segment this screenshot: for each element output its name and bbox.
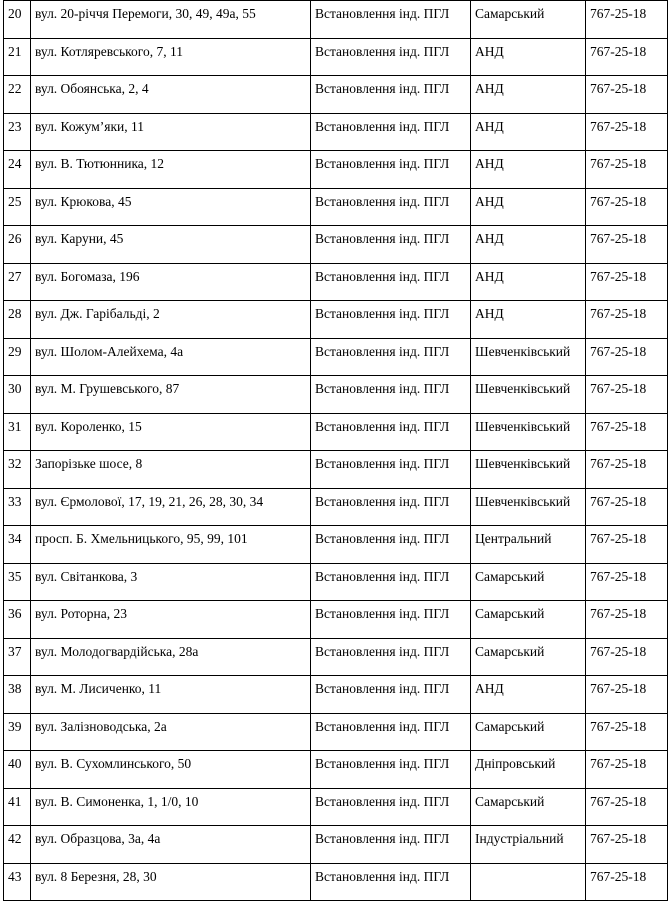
address-cell bbox=[31, 188, 311, 226]
district-cell-text: АНД bbox=[475, 81, 504, 96]
district-cell bbox=[471, 226, 586, 264]
district-cell-text: Шевченківський bbox=[475, 493, 571, 509]
row-number-cell-text: 37 bbox=[8, 643, 22, 659]
phone-cell-text: 767-25-18 bbox=[590, 643, 647, 659]
address-cell bbox=[31, 1, 311, 39]
phone-cell-text: 767-25-18 bbox=[590, 531, 647, 546]
table-row bbox=[4, 676, 668, 714]
row-number-cell bbox=[4, 526, 31, 564]
table-row bbox=[4, 338, 668, 376]
address-cell bbox=[31, 526, 311, 564]
table-row bbox=[4, 413, 668, 451]
phone-cell bbox=[586, 263, 668, 301]
district-cell-text: АНД bbox=[475, 193, 504, 209]
row-number-cell bbox=[4, 301, 31, 339]
district-cell-text: Шевченківський bbox=[475, 418, 571, 434]
work-type-cell-text: Встановлення інд. ПГЛ bbox=[315, 118, 450, 134]
address-table bbox=[3, 0, 668, 901]
work-type-cell bbox=[311, 713, 471, 751]
work-type-cell bbox=[311, 376, 471, 414]
district-cell bbox=[471, 526, 586, 564]
row-number-cell-text: 30 bbox=[8, 381, 22, 396]
phone-cell bbox=[586, 713, 668, 751]
phone-cell bbox=[586, 788, 668, 826]
row-number-cell-text: 32 bbox=[8, 456, 22, 471]
row-number-cell-text: 23 bbox=[8, 118, 22, 134]
address-cell bbox=[31, 151, 311, 189]
address-cell bbox=[31, 338, 311, 376]
district-cell bbox=[471, 413, 586, 451]
table-row bbox=[4, 751, 668, 789]
work-type-cell-text: Встановлення інд. ПГЛ bbox=[315, 568, 450, 584]
work-type-cell-text: Встановлення інд. ПГЛ bbox=[315, 643, 450, 659]
address-cell-text: вул. Крюкова, 45 bbox=[35, 193, 132, 209]
phone-cell bbox=[586, 863, 668, 901]
address-cell bbox=[31, 488, 311, 526]
row-number-cell bbox=[4, 751, 31, 789]
district-cell bbox=[471, 488, 586, 526]
row-number-cell-text: 24 bbox=[8, 156, 22, 171]
table-row bbox=[4, 151, 668, 189]
phone-cell bbox=[586, 451, 668, 489]
table-row bbox=[4, 788, 668, 826]
phone-cell bbox=[586, 526, 668, 564]
work-type-cell-text: Встановлення інд. ПГЛ bbox=[315, 268, 450, 284]
row-number-cell-text: 33 bbox=[8, 493, 22, 509]
district-cell-text: Самарський bbox=[475, 793, 545, 809]
address-cell-text: вул. Обоянська, 2, 4 bbox=[35, 81, 149, 96]
work-type-cell bbox=[311, 113, 471, 151]
address-cell-text: вул. Короленко, 15 bbox=[35, 418, 142, 434]
phone-cell-text: 767-25-18 bbox=[590, 81, 647, 96]
row-number-cell bbox=[4, 676, 31, 714]
district-cell-text: Самарський bbox=[475, 568, 545, 584]
address-cell bbox=[31, 638, 311, 676]
phone-cell-text: 767-25-18 bbox=[590, 268, 647, 284]
address-cell-text: вул. Світанкова, 3 bbox=[35, 568, 138, 584]
table-row bbox=[4, 376, 668, 414]
table-row bbox=[4, 563, 668, 601]
row-number-cell bbox=[4, 76, 31, 114]
table-row bbox=[4, 38, 668, 76]
district-cell bbox=[471, 76, 586, 114]
district-cell bbox=[471, 563, 586, 601]
address-cell bbox=[31, 263, 311, 301]
district-cell-text: АНД bbox=[475, 156, 504, 171]
phone-cell bbox=[586, 188, 668, 226]
address-cell-text: вул. Котляревського, 7, 11 bbox=[35, 43, 183, 59]
district-cell-text: АНД bbox=[475, 43, 504, 59]
work-type-cell bbox=[311, 263, 471, 301]
work-type-cell bbox=[311, 413, 471, 451]
phone-cell bbox=[586, 1, 668, 39]
district-cell-text: Самарський bbox=[475, 606, 545, 621]
address-cell bbox=[31, 751, 311, 789]
district-cell bbox=[471, 263, 586, 301]
address-cell-text: вул. 8 Березня, 28, 30 bbox=[35, 868, 157, 884]
table-row bbox=[4, 638, 668, 676]
work-type-cell-text: Встановлення інд. ПГЛ bbox=[315, 43, 450, 59]
address-cell-text: Запорізьке шосе, 8 bbox=[35, 456, 143, 471]
phone-cell bbox=[586, 338, 668, 376]
row-number-cell bbox=[4, 713, 31, 751]
row-number-cell bbox=[4, 151, 31, 189]
table-body bbox=[4, 1, 668, 901]
phone-cell-text: 767-25-18 bbox=[590, 381, 647, 396]
row-number-cell bbox=[4, 338, 31, 376]
address-cell-text: просп. Б. Хмельницького, 95, 99, 101 bbox=[35, 531, 248, 546]
phone-cell bbox=[586, 751, 668, 789]
work-type-cell-text: Встановлення інд. ПГЛ bbox=[315, 306, 450, 321]
district-cell-text: Самарський bbox=[475, 643, 545, 659]
work-type-cell-text: Встановлення інд. ПГЛ bbox=[315, 6, 450, 21]
work-type-cell bbox=[311, 76, 471, 114]
row-number-cell bbox=[4, 601, 31, 639]
district-cell-text: Самарський bbox=[475, 718, 545, 734]
work-type-cell-text: Встановлення інд. ПГЛ bbox=[315, 756, 450, 771]
work-type-cell bbox=[311, 38, 471, 76]
district-cell-text: Шевченківський bbox=[475, 381, 571, 396]
row-number-cell bbox=[4, 788, 31, 826]
work-type-cell-text: Встановлення інд. ПГЛ bbox=[315, 381, 450, 396]
district-cell bbox=[471, 1, 586, 39]
phone-cell-text: 767-25-18 bbox=[590, 306, 647, 321]
district-cell bbox=[471, 151, 586, 189]
phone-cell bbox=[586, 601, 668, 639]
row-number-cell-text: 36 bbox=[8, 606, 22, 621]
row-number-cell bbox=[4, 376, 31, 414]
address-cell bbox=[31, 38, 311, 76]
row-number-cell-text: 21 bbox=[8, 43, 22, 59]
work-type-cell bbox=[311, 676, 471, 714]
table-row bbox=[4, 301, 668, 339]
row-number-cell-text: 25 bbox=[8, 193, 22, 209]
row-number-cell-text: 41 bbox=[8, 793, 22, 809]
phone-cell-text: 767-25-18 bbox=[590, 568, 647, 584]
district-cell bbox=[471, 676, 586, 714]
work-type-cell bbox=[311, 151, 471, 189]
district-cell bbox=[471, 38, 586, 76]
address-cell-text: вул. Богомаза, 196 bbox=[35, 268, 140, 284]
row-number-cell-text: 20 bbox=[8, 6, 22, 21]
address-cell bbox=[31, 713, 311, 751]
address-cell bbox=[31, 788, 311, 826]
work-type-cell-text: Встановлення інд. ПГЛ bbox=[315, 793, 450, 809]
work-type-cell-text: Встановлення інд. ПГЛ bbox=[315, 493, 450, 509]
phone-cell bbox=[586, 151, 668, 189]
address-cell bbox=[31, 376, 311, 414]
address-cell bbox=[31, 451, 311, 489]
work-type-cell bbox=[311, 563, 471, 601]
district-cell bbox=[471, 301, 586, 339]
row-number-cell bbox=[4, 563, 31, 601]
address-cell-text: вул. В. Тютюнника, 12 bbox=[35, 156, 165, 171]
table-row bbox=[4, 113, 668, 151]
address-cell-text: вул. В. Симоненка, 1, 1/0, 10 bbox=[35, 793, 199, 809]
table-row bbox=[4, 601, 668, 639]
work-type-cell bbox=[311, 451, 471, 489]
work-type-cell bbox=[311, 601, 471, 639]
work-type-cell bbox=[311, 338, 471, 376]
row-number-cell bbox=[4, 451, 31, 489]
address-cell-text: вул. Роторна, 23 bbox=[35, 606, 127, 621]
address-cell-text: вул. В. Сухомлинського, 50 bbox=[35, 756, 192, 771]
phone-cell bbox=[586, 413, 668, 451]
work-type-cell-text: Встановлення інд. ПГЛ bbox=[315, 193, 450, 209]
address-cell-text: вул. М. Лисиченко, 11 bbox=[35, 681, 162, 696]
address-cell bbox=[31, 863, 311, 901]
work-type-cell-text: Встановлення інд. ПГЛ bbox=[315, 606, 450, 621]
row-number-cell-text: 35 bbox=[8, 568, 22, 584]
phone-cell-text: 767-25-18 bbox=[590, 156, 647, 171]
phone-cell-text: 767-25-18 bbox=[590, 606, 647, 621]
phone-cell bbox=[586, 676, 668, 714]
table-row bbox=[4, 488, 668, 526]
address-cell-text: вул. Кожум’яки, 11 bbox=[35, 118, 144, 134]
district-cell-text: АНД bbox=[475, 681, 504, 696]
row-number-cell-text: 22 bbox=[8, 81, 22, 96]
address-cell bbox=[31, 413, 311, 451]
address-cell bbox=[31, 676, 311, 714]
work-type-cell bbox=[311, 1, 471, 39]
district-cell bbox=[471, 713, 586, 751]
row-number-cell bbox=[4, 226, 31, 264]
row-number-cell bbox=[4, 263, 31, 301]
work-type-cell bbox=[311, 488, 471, 526]
work-type-cell bbox=[311, 788, 471, 826]
phone-cell bbox=[586, 376, 668, 414]
row-number-cell bbox=[4, 38, 31, 76]
work-type-cell-text: Встановлення інд. ПГЛ bbox=[315, 81, 450, 96]
work-type-cell-text: Встановлення інд. ПГЛ bbox=[315, 531, 450, 546]
phone-cell-text: 767-25-18 bbox=[590, 681, 647, 696]
row-number-cell bbox=[4, 863, 31, 901]
address-cell-text: вул. Образцова, 3а, 4а bbox=[35, 831, 161, 846]
address-cell bbox=[31, 76, 311, 114]
district-cell bbox=[471, 788, 586, 826]
phone-cell bbox=[586, 488, 668, 526]
work-type-cell-text: Встановлення інд. ПГЛ bbox=[315, 831, 450, 846]
address-cell-text: вул. Єрмолової, 17, 19, 21, 26, 28, 30, 34 bbox=[35, 493, 264, 509]
phone-cell bbox=[586, 76, 668, 114]
address-cell-text: вул. Молодогвардійська, 28а bbox=[35, 643, 199, 659]
table-row bbox=[4, 76, 668, 114]
row-number-cell bbox=[4, 188, 31, 226]
district-cell-text: Шевченківський bbox=[475, 343, 571, 359]
phone-cell-text: 767-25-18 bbox=[590, 456, 647, 471]
phone-cell-text: 767-25-18 bbox=[590, 118, 647, 134]
district-cell bbox=[471, 376, 586, 414]
phone-cell-text: 767-25-18 bbox=[590, 831, 647, 846]
table-row bbox=[4, 188, 668, 226]
phone-cell bbox=[586, 226, 668, 264]
address-cell bbox=[31, 826, 311, 864]
phone-cell bbox=[586, 38, 668, 76]
district-cell bbox=[471, 751, 586, 789]
district-cell-text: Шевченківський bbox=[475, 456, 571, 471]
work-type-cell bbox=[311, 188, 471, 226]
address-cell-text: вул. Каруни, 45 bbox=[35, 231, 124, 246]
phone-cell-text: 767-25-18 bbox=[590, 493, 647, 509]
table-row bbox=[4, 451, 668, 489]
work-type-cell-text: Встановлення інд. ПГЛ bbox=[315, 418, 450, 434]
phone-cell-text: 767-25-18 bbox=[590, 868, 647, 884]
phone-cell-text: 767-25-18 bbox=[590, 193, 647, 209]
address-cell bbox=[31, 563, 311, 601]
phone-cell-text: 767-25-18 bbox=[590, 43, 647, 59]
work-type-cell bbox=[311, 526, 471, 564]
district-cell bbox=[471, 451, 586, 489]
district-cell bbox=[471, 188, 586, 226]
table-row bbox=[4, 226, 668, 264]
address-cell bbox=[31, 601, 311, 639]
phone-cell bbox=[586, 563, 668, 601]
row-number-cell-text: 42 bbox=[8, 831, 22, 846]
work-type-cell-text: Встановлення інд. ПГЛ bbox=[315, 868, 450, 884]
district-cell-text: АНД bbox=[475, 268, 504, 284]
table-row bbox=[4, 826, 668, 864]
row-number-cell-text: 31 bbox=[8, 418, 22, 434]
row-number-cell-text: 29 bbox=[8, 343, 22, 359]
district-cell-text: Центральний bbox=[475, 531, 552, 546]
work-type-cell-text: Встановлення інд. ПГЛ bbox=[315, 718, 450, 734]
address-cell-text: вул. Залізноводська, 2а bbox=[35, 718, 167, 734]
address-cell bbox=[31, 301, 311, 339]
table-row bbox=[4, 1, 668, 39]
address-cell bbox=[31, 113, 311, 151]
district-cell-text: Самарський bbox=[475, 6, 545, 21]
row-number-cell-text: 28 bbox=[8, 306, 22, 321]
district-cell bbox=[471, 863, 586, 901]
phone-cell-text: 767-25-18 bbox=[590, 793, 647, 809]
work-type-cell bbox=[311, 826, 471, 864]
phone-cell-text: 767-25-18 bbox=[590, 718, 647, 734]
district-cell-text: Індустріальний bbox=[475, 831, 564, 846]
phone-cell-text: 767-25-18 bbox=[590, 6, 647, 21]
phone-cell-text: 767-25-18 bbox=[590, 343, 647, 359]
address-cell-text: вул. Шолом-Алейхема, 4а bbox=[35, 343, 184, 359]
table-row bbox=[4, 526, 668, 564]
row-number-cell-text: 26 bbox=[8, 231, 22, 246]
work-type-cell bbox=[311, 638, 471, 676]
address-cell bbox=[31, 226, 311, 264]
row-number-cell-text: 34 bbox=[8, 531, 22, 546]
work-type-cell-text: Встановлення інд. ПГЛ bbox=[315, 156, 450, 171]
table-row bbox=[4, 713, 668, 751]
work-type-cell-text: Встановлення інд. ПГЛ bbox=[315, 343, 450, 359]
row-number-cell bbox=[4, 638, 31, 676]
district-cell-text: Дніпровський bbox=[475, 756, 556, 771]
table-row bbox=[4, 863, 668, 901]
phone-cell-text: 767-25-18 bbox=[590, 231, 647, 246]
row-number-cell-text: 27 bbox=[8, 268, 22, 284]
work-type-cell-text: Встановлення інд. ПГЛ bbox=[315, 231, 450, 246]
district-cell bbox=[471, 601, 586, 639]
row-number-cell-text: 38 bbox=[8, 681, 22, 696]
row-number-cell-text: 39 bbox=[8, 718, 22, 734]
district-cell-text: АНД bbox=[475, 231, 504, 246]
work-type-cell bbox=[311, 301, 471, 339]
work-type-cell-text: Встановлення інд. ПГЛ bbox=[315, 681, 450, 696]
row-number-cell bbox=[4, 826, 31, 864]
address-cell-text: вул. М. Грушевського, 87 bbox=[35, 381, 180, 396]
row-number-cell-text: 40 bbox=[8, 756, 22, 771]
row-number-cell bbox=[4, 488, 31, 526]
phone-cell bbox=[586, 301, 668, 339]
district-cell-text: АНД bbox=[475, 118, 504, 134]
row-number-cell bbox=[4, 113, 31, 151]
phone-cell bbox=[586, 113, 668, 151]
work-type-cell bbox=[311, 751, 471, 789]
phone-cell bbox=[586, 826, 668, 864]
phone-cell bbox=[586, 638, 668, 676]
row-number-cell bbox=[4, 1, 31, 39]
row-number-cell-text: 43 bbox=[8, 868, 22, 884]
phone-cell-text: 767-25-18 bbox=[590, 418, 647, 434]
district-cell bbox=[471, 826, 586, 864]
work-type-cell bbox=[311, 863, 471, 901]
address-cell-text: вул. Дж. Гарібальді, 2 bbox=[35, 306, 160, 321]
work-type-cell-text: Встановлення інд. ПГЛ bbox=[315, 456, 450, 471]
district-cell-text: АНД bbox=[475, 306, 504, 321]
work-type-cell bbox=[311, 226, 471, 264]
row-number-cell bbox=[4, 413, 31, 451]
phone-cell-text: 767-25-18 bbox=[590, 756, 647, 771]
table-row bbox=[4, 263, 668, 301]
district-cell bbox=[471, 638, 586, 676]
district-cell bbox=[471, 338, 586, 376]
district-cell bbox=[471, 113, 586, 151]
address-cell-text: вул. 20-річчя Перемоги, 30, 49, 49а, 55 bbox=[35, 6, 256, 21]
